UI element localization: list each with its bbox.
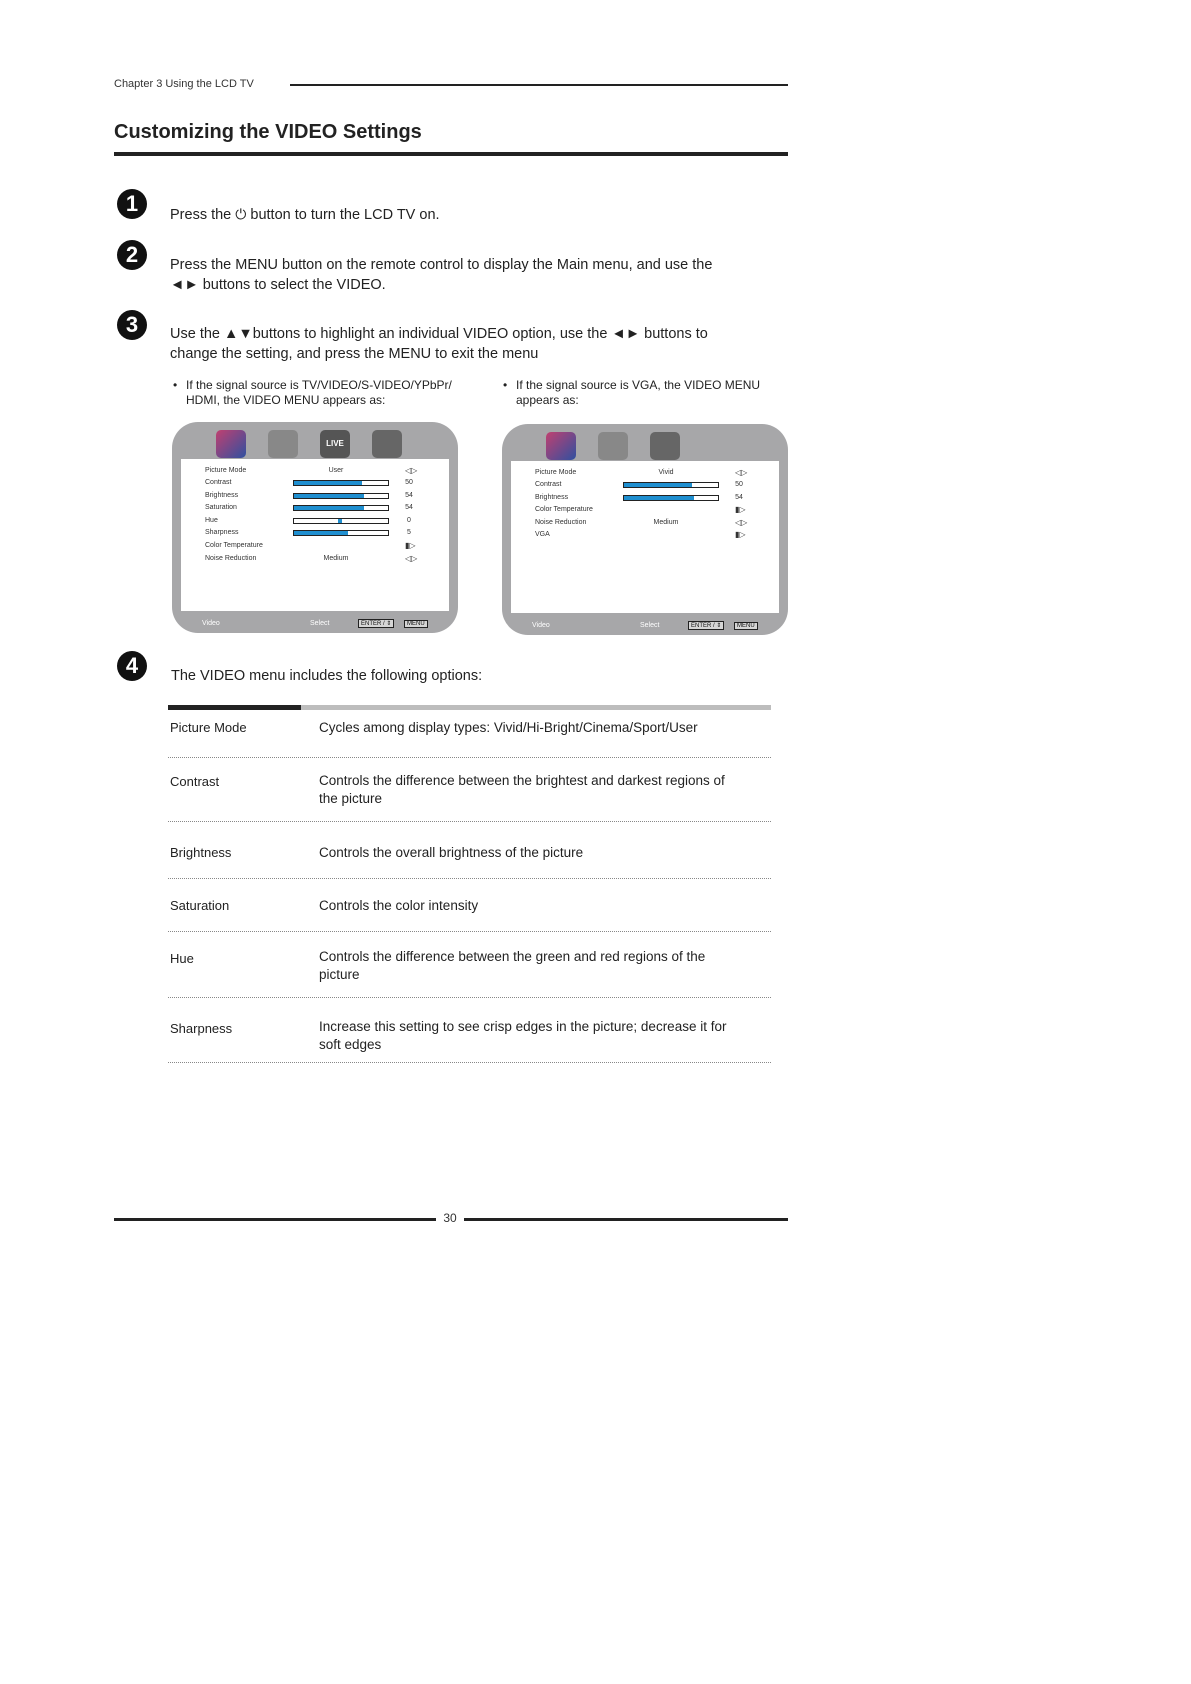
osd-row-brightness: Brightness	[205, 492, 239, 499]
osd-footer-select: Select	[640, 622, 660, 629]
osd-row-color-temperature: Color Temperature	[205, 542, 263, 549]
osd-brightness-bar	[623, 495, 719, 501]
page-number: 30	[443, 1211, 457, 1225]
picture-icon	[546, 432, 576, 460]
osd-row-hue: Hue	[205, 517, 218, 524]
osd-row-contrast: Contrast	[205, 479, 232, 486]
table-row-divider	[168, 997, 771, 998]
step-2-number: 2	[117, 240, 147, 270]
osd-sharpness-bar	[293, 530, 389, 536]
osd-brightness-bar	[293, 493, 389, 499]
chapter-label: Chapter 3 Using the LCD TV	[114, 78, 254, 90]
step-4-number: 4	[117, 651, 147, 681]
osd-cycle-arrow-icon: ◁▷	[735, 468, 748, 477]
osd-hue-bar	[293, 518, 389, 524]
osd-contrast-bar	[623, 482, 719, 488]
live-tv-icon: LIVE	[320, 430, 350, 458]
osd-row-saturation: Saturation	[205, 504, 237, 511]
table-row-divider	[168, 757, 771, 758]
osd-hue-marker	[294, 519, 388, 523]
step-3-number: 3	[117, 310, 147, 340]
osd-value-brightness: 54	[405, 492, 413, 499]
osd-cycle-arrow-icon: ◁▷	[735, 518, 748, 527]
osd-menu-key: MENU	[734, 622, 758, 630]
osd-enter-arrow-icon: ▮▷	[405, 541, 416, 550]
osd-cycle-arrow-icon: ◁▷	[405, 466, 418, 475]
osd-menu-key: MENU	[404, 620, 428, 628]
option-desc-saturation: Controls the color intensity	[319, 898, 479, 913]
table-row-divider	[168, 878, 771, 879]
table-row-divider	[168, 821, 771, 822]
table-top-rule-dark	[168, 705, 301, 710]
option-name-picture-mode: Picture Mode	[170, 720, 247, 735]
osd-value-contrast: 50	[735, 481, 743, 488]
option-desc-picture-mode: Cycles among display types: Vivid/Hi-Bright/Cinema/Sport/User	[319, 720, 698, 735]
step-3-text: Use the ▲▼buttons to highlight an individual VIDEO option, use the ◄► buttons to change the setting, and press the MENU to exit the menu	[170, 326, 708, 362]
option-name-saturation: Saturation	[170, 898, 230, 913]
video-menu-vga-screen	[502, 424, 788, 635]
osd-value-picture-mode: Vivid	[658, 469, 674, 476]
step-1-number: 1	[117, 189, 147, 219]
osd-menu-panel	[511, 461, 779, 613]
bullet-dot: •	[503, 378, 508, 392]
osd-cycle-arrow-icon: ◁▷	[405, 554, 418, 563]
osd-contrast-bar	[293, 480, 389, 486]
osd-row-picture-mode: Picture Mode	[535, 469, 577, 476]
page-title: Customizing the VIDEO Settings	[114, 121, 422, 143]
option-desc-hue: Controls the difference between the green and red regions of the picture	[319, 949, 706, 982]
osd-value-picture-mode: User	[328, 467, 344, 474]
header-rule	[290, 84, 788, 86]
step-4-text: The VIDEO menu includes the following options:	[171, 668, 483, 684]
option-desc-sharpness: Increase this setting to see crisp edges in the picture; decrease it for soft edges	[319, 1019, 727, 1052]
table-top-rule-light	[301, 705, 771, 710]
step-1-text: Press the ⏻ button to turn the LCD TV on.	[170, 206, 440, 223]
power-icon: ⏻	[235, 206, 247, 222]
option-name-contrast: Contrast	[170, 774, 220, 789]
setup-box-icon	[650, 432, 680, 460]
table-row-divider	[168, 1062, 771, 1063]
setup-box-icon	[372, 430, 402, 458]
osd-footer-video: Video	[532, 622, 550, 629]
music-note-icon	[268, 430, 298, 458]
osd-row-contrast: Contrast	[535, 481, 562, 488]
osd-value-noise-reduction: Medium	[653, 519, 679, 526]
title-rule	[114, 152, 788, 156]
osd-value-hue: 0	[407, 517, 411, 524]
osd-value-contrast: 50	[405, 479, 413, 486]
osd-row-brightness: Brightness	[535, 494, 569, 501]
bullet-vga-source: • If the signal source is VGA, the VIDEO MENU appears as:	[503, 378, 761, 407]
osd-value-sharpness: 5	[407, 529, 411, 536]
bullet-dot: •	[173, 378, 178, 392]
option-name-hue: Hue	[170, 951, 194, 966]
bullet-tv-source: • If the signal source is TV/VIDEO/S-VIDEO/YPbPr/ HDMI, the VIDEO MENU appears as:	[173, 378, 452, 407]
table-row-divider	[168, 931, 771, 932]
osd-value-saturation: 54	[405, 504, 413, 511]
osd-row-noise-reduction: Noise Reduction	[205, 555, 257, 562]
option-desc-contrast: Controls the difference between the brightest and darkest regions of the picture	[319, 773, 725, 806]
osd-value-brightness: 54	[735, 494, 743, 501]
osd-row-sharpness: Sharpness	[205, 529, 239, 536]
option-name-brightness: Brightness	[170, 845, 232, 860]
osd-row-color-temperature: Color Temperature	[535, 506, 593, 513]
osd-value-noise-reduction: Medium	[323, 555, 349, 562]
osd-footer-select: Select	[310, 620, 330, 627]
osd-row-picture-mode: Picture Mode	[205, 467, 247, 474]
footer-rule-left	[114, 1218, 436, 1221]
option-name-sharpness: Sharpness	[170, 1021, 233, 1036]
osd-saturation-bar	[293, 505, 389, 511]
osd-enter-arrow-icon: ▮▷	[735, 530, 746, 539]
osd-enter-key: ENTER / ⇕	[358, 619, 394, 628]
footer-rule-right	[464, 1218, 788, 1221]
osd-menu-panel	[181, 459, 449, 611]
osd-enter-arrow-icon: ▮▷	[735, 505, 746, 514]
osd-row-vga: VGA	[535, 531, 550, 538]
osd-enter-key: ENTER / ⇕	[688, 621, 724, 630]
music-note-icon	[598, 432, 628, 460]
video-menu-tv-screen	[172, 422, 458, 633]
osd-footer-video: Video	[202, 620, 220, 627]
picture-icon	[216, 430, 246, 458]
step-2-text: Press the MENU button on the remote control to display the Main menu, and use the ◄► buttons to select the VIDEO.	[170, 257, 713, 293]
osd-row-noise-reduction: Noise Reduction	[535, 519, 587, 526]
option-desc-brightness: Controls the overall brightness of the picture	[319, 845, 584, 860]
